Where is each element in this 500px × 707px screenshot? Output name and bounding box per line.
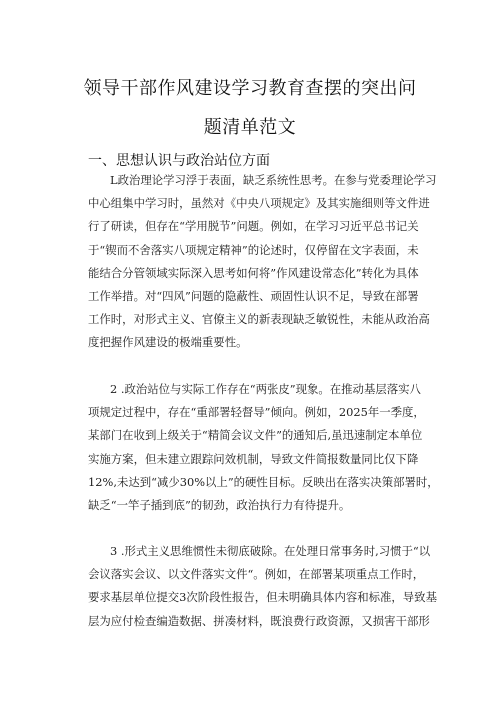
paragraph-line: 3 .形式主义思维惯性未彻底破除。在处理日常事务时,习惯于“以 xyxy=(110,544,431,558)
paragraph-line: 度把握作风建设的极端重要性。 xyxy=(88,335,248,350)
paragraph-line: 于“锲而不舍落实八项规定精神”的论述时，仅停留在文字表面，未 xyxy=(88,242,419,257)
document-title-line-2: 题清单范文 xyxy=(203,117,297,138)
document-title-line-1: 领导干部作风建设学习教育查摆的突出问 xyxy=(83,78,417,99)
paragraph-line: 项规定过程中，存在“重部署轻督导”倾向。例如，2025年一季度， xyxy=(88,405,425,420)
paragraph-1 xyxy=(88,169,445,355)
paragraph-line: 12%,未达到“减少30%以上”的硬性目标。反映出在落实决策部署时， xyxy=(88,474,439,489)
paragraph-line: 要求基层单位提交3次阶段性报告，但未明确具体内容和标准，导致基 xyxy=(88,590,437,605)
paragraph-line: 工作时，对形式主义、官僚主义的新表现缺乏敏锐性，未能从政治高 xyxy=(88,312,430,327)
paragraph-line: 能结合分管领域实际深入思考如何将”作风建设常态化”转化为具体 xyxy=(88,265,419,280)
paragraph-line: 工作举措。对“四风”问题的隐蔽性、顽固性认识不足，导致在部署 xyxy=(88,289,419,304)
paragraph-line: L政治理论学习浮于表面，缺乏系统性思考。在参与党委理论学习 xyxy=(110,173,437,187)
paragraph-3 xyxy=(88,540,445,633)
paragraph-line: 2 .政治站位与实际工作存在“两张皮”现象。在推动基层落实八 xyxy=(110,382,421,396)
paragraph-line: 层为应付检查编造数据、拼凑材料，既浪费行政资源，又损害干部形 xyxy=(88,613,430,628)
paragraph-line: 某部门在收到上级关于“精简会议文件”的通知后,虽迅速制定本单位 xyxy=(88,428,423,443)
paragraph-2 xyxy=(88,378,445,517)
paragraph-line: 行了研读，但存在“学用脱节”问题。例如，在学习习近平总书记关 xyxy=(88,219,419,234)
paragraph-line: 会议落实会议、以文件落实文件“。例如，在部署某项重点工作时， xyxy=(88,567,425,582)
section-heading: 一、思想认识与政治站位方面 xyxy=(88,153,270,169)
paragraph-line: 中心组集中学习时，虽然对《中央八项规定》及其实施细则等文件进 xyxy=(88,196,430,211)
paragraph-line: 实施方案，但未建立跟踪问效机制，导致文件简报数量同比仅下降 xyxy=(88,451,419,466)
paragraph-line: 缺乏“一竿子插到底”的韧劲，政治执行力有待提升。 xyxy=(88,498,351,513)
